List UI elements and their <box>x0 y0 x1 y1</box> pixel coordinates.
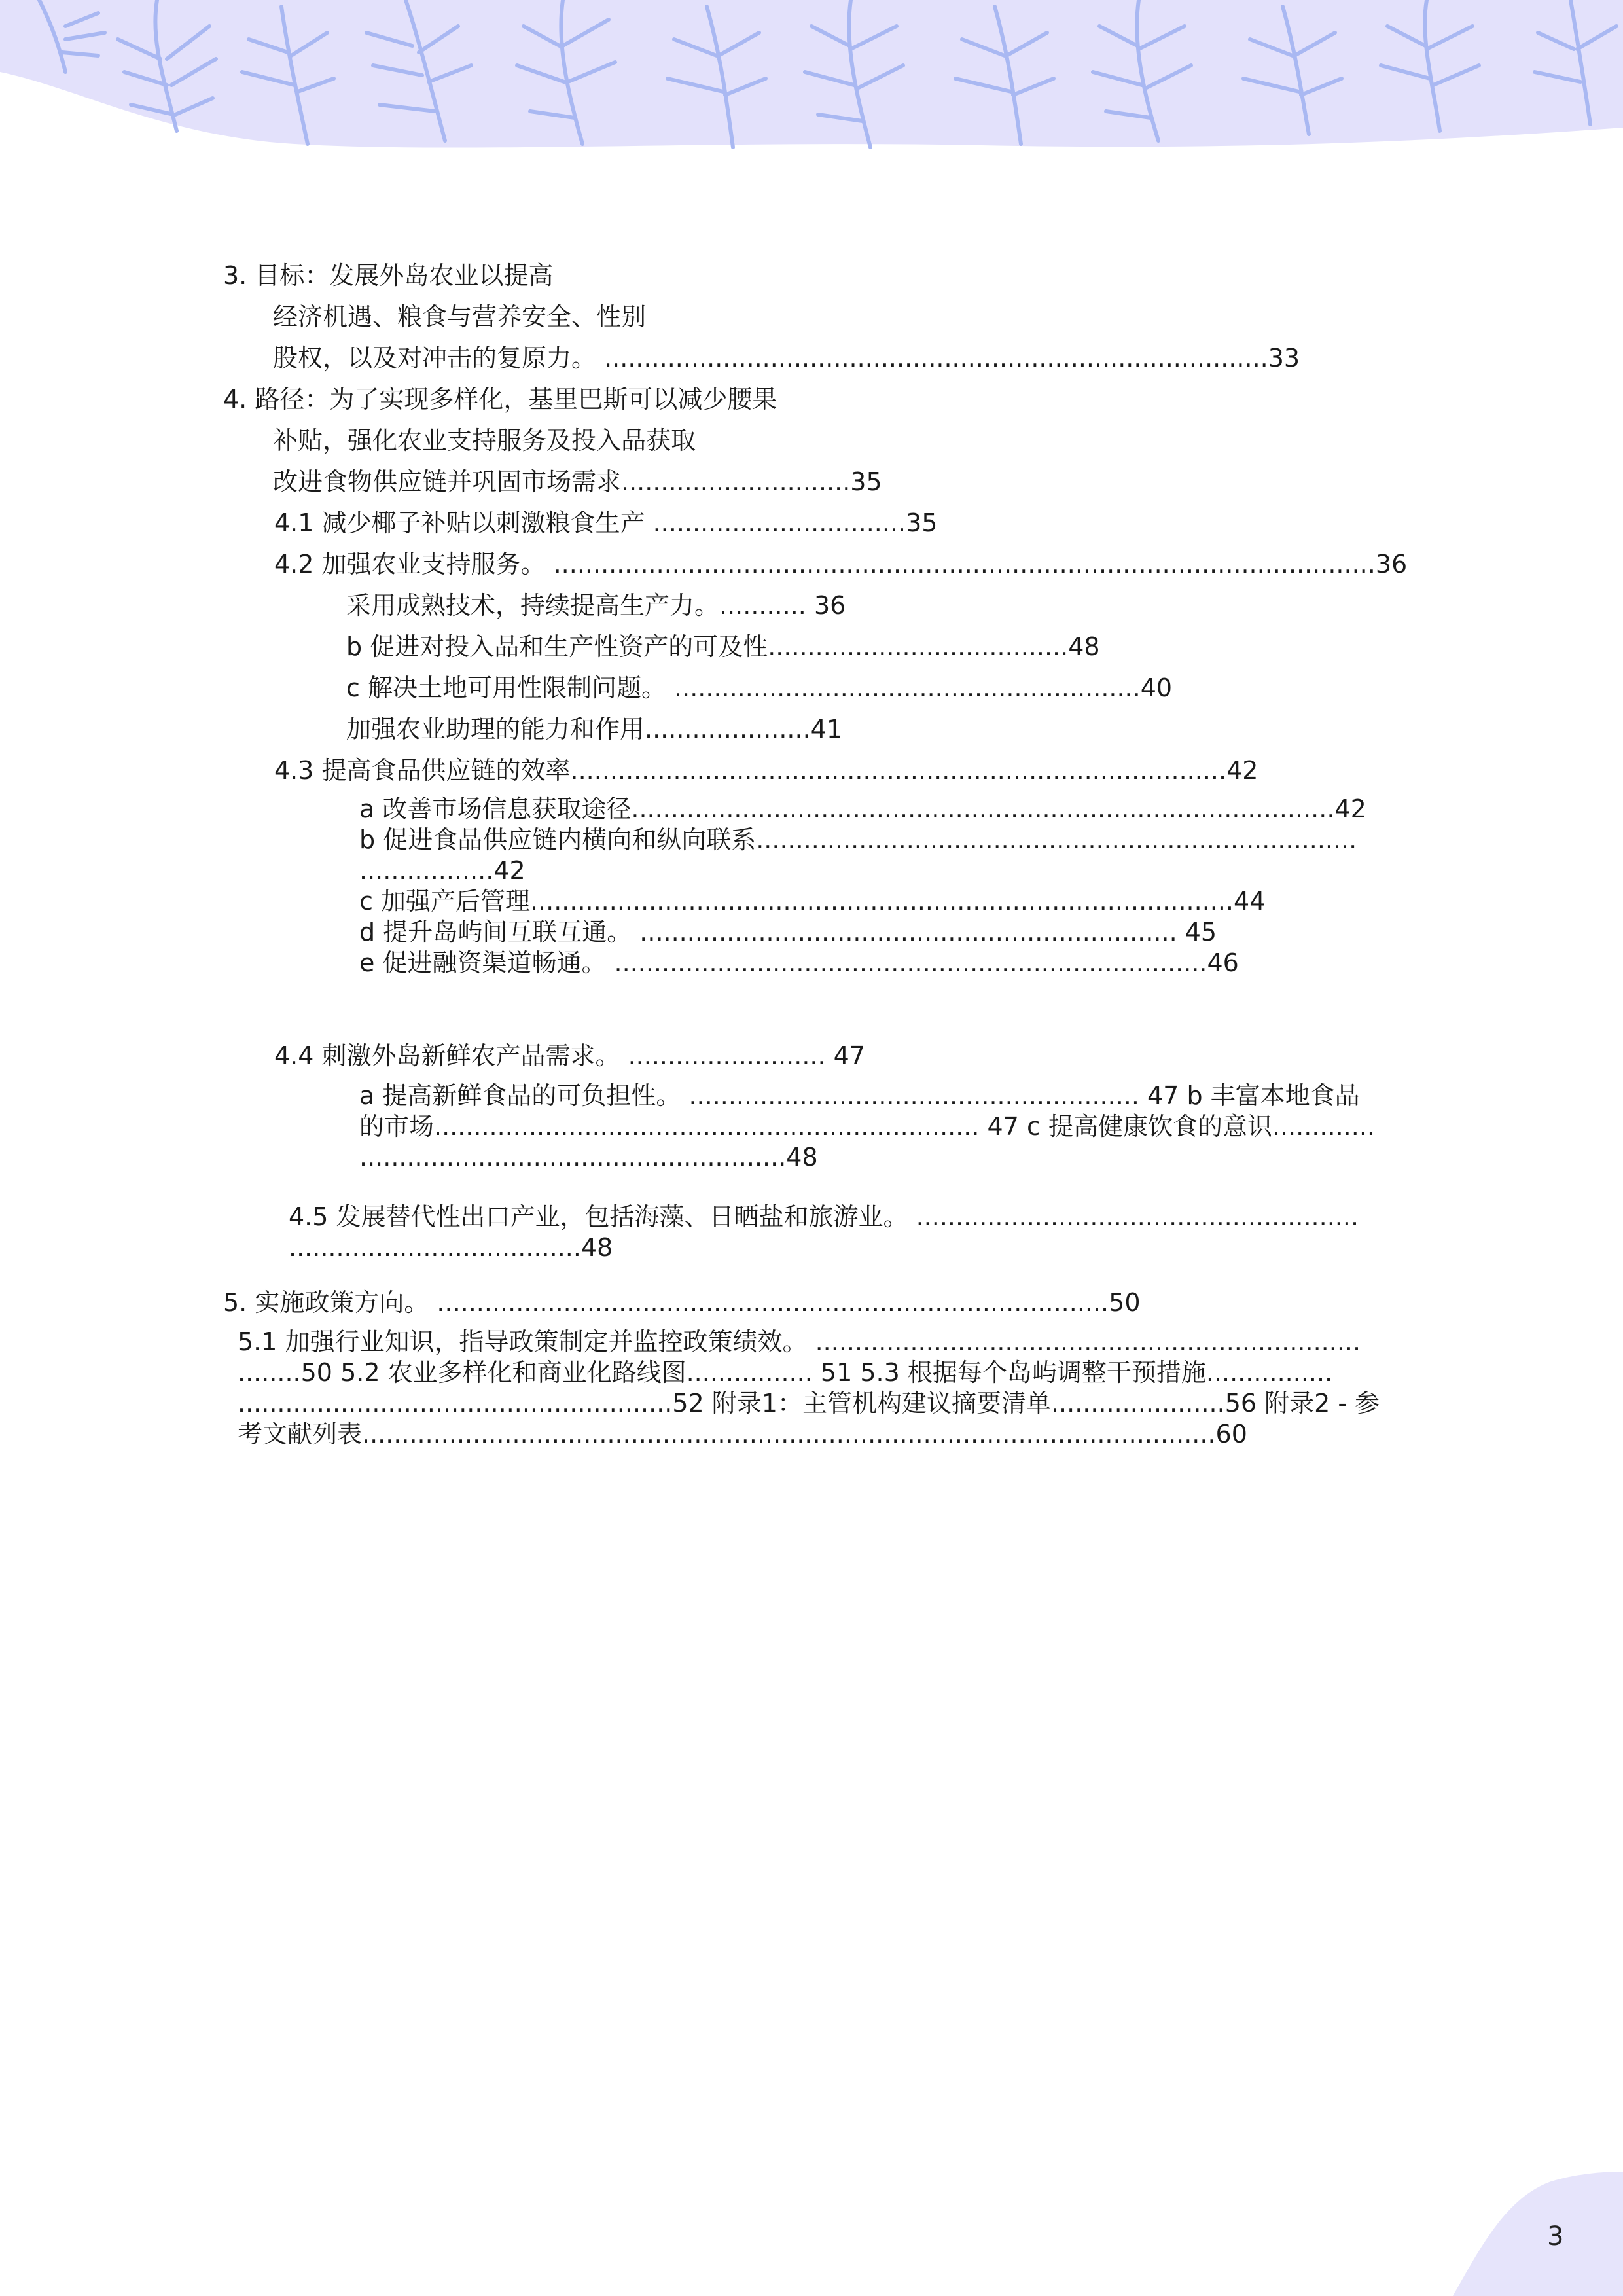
toc-entry-3-line3[interactable]: 股权，以及对冲击的复原力。 ....................................................................................33 <box>273 344 1300 372</box>
toc-entry-4-4-c[interactable]: ......................................................48 <box>359 1143 818 1172</box>
page-number: 3 <box>1547 2221 1564 2251</box>
toc-entry-4-4-a[interactable]: a 提高新鲜食品的可负担性。 ......................................................... 47 b 丰富本地食品 <box>359 1081 1360 1110</box>
toc-entry-4-5[interactable]: 4.5 发展替代性出口产业，包括海藻、日晒盐和旅游业。 ........................................................ <box>289 1202 1359 1231</box>
toc-entry-4-5-line2[interactable]: .....................................48 <box>289 1233 613 1262</box>
toc-entry-4-4-b[interactable]: 的市场..................................................................... 47 c 提高健康饮食的意识............. <box>359 1112 1375 1141</box>
toc-entry-4-line3[interactable]: 改进食物供应链并巩固市场需求.............................35 <box>273 467 882 496</box>
page-corner-decoration <box>1453 2172 1623 2296</box>
toc-entry-4-3-e[interactable]: e 促进融资渠道畅通。 ...........................................................................46 <box>359 948 1239 977</box>
toc-entry-4-3-a[interactable]: a 改善市场信息获取途径.........................................................................................42 <box>359 795 1366 823</box>
header-banner <box>0 0 1623 157</box>
toc-entry-4-3[interactable]: 4.3 提高食品供应链的效率...................................................................................42 <box>274 756 1258 785</box>
toc-entry-4-2-b[interactable]: b 促进对投入品和生产性资产的可及性......................................48 <box>346 632 1100 661</box>
toc-entry-5-1[interactable]: 5.1 加强行业知识，指导政策制定并监控政策绩效。 ..................................................................... <box>238 1327 1361 1356</box>
toc-entry-3-line2[interactable]: 经济机遇、粮食与营养安全、性别 <box>273 302 647 331</box>
toc-entry-4-1[interactable]: 4.1 减少椰子补贴以刺激粮食生产 ................................35 <box>274 509 938 537</box>
toc-entry-4-3-b[interactable]: b 促进食品供应链内横向和纵向联系............................................................................ <box>359 825 1357 854</box>
toc-entry-4[interactable]: 4. 路径：为了实现多样化，基里巴斯可以减少腰果 <box>223 385 777 414</box>
toc-entry-4-3-d[interactable]: d 提升岛屿间互联互通。 .................................................................... 45 <box>359 918 1217 946</box>
toc-entry-5-2[interactable]: ........50 5.2 农业多样化和商业化路线图................ 51 5.3 根据每个岛屿调整干预措施................ <box>238 1358 1333 1387</box>
toc-entry-5-3[interactable]: .......................................................52 附录1：主管机构建议摘要清单......................56 附录2 - 参 <box>238 1389 1380 1418</box>
toc-entry-4-2[interactable]: 4.2 加强农业支持服务。 ........................................................................................................36 <box>274 550 1408 579</box>
toc-entry-5[interactable]: 5. 实施政策方向。 .....................................................................................50 <box>223 1288 1141 1317</box>
toc-entry-4-line2[interactable]: 补贴，强化农业支持服务及投入品获取 <box>273 426 696 455</box>
toc-entry-3[interactable]: 3. 目标：发展外岛农业以提高 <box>223 261 554 290</box>
toc-entry-appendix-2[interactable]: 考文献列表............................................................................................................60 <box>238 1420 1247 1448</box>
toc-entry-4-3-c[interactable]: c 加强产后管理.........................................................................................44 <box>359 887 1266 916</box>
toc-entry-4-2-c[interactable]: c 解决土地可用性限制问题。 ...........................................................40 <box>346 673 1173 702</box>
toc-entry-4-4[interactable]: 4.4 刺激外岛新鲜农产品需求。 ......................... 47 <box>274 1041 866 1070</box>
toc-entry-4-2-d[interactable]: 加强农业助理的能力和作用.....................41 <box>346 715 843 744</box>
toc-entry-4-3-b-line2[interactable]: .................42 <box>359 856 526 885</box>
toc-entry-4-2-a[interactable]: 采用成熟技术，持续提高生产力。........... 36 <box>346 591 846 620</box>
